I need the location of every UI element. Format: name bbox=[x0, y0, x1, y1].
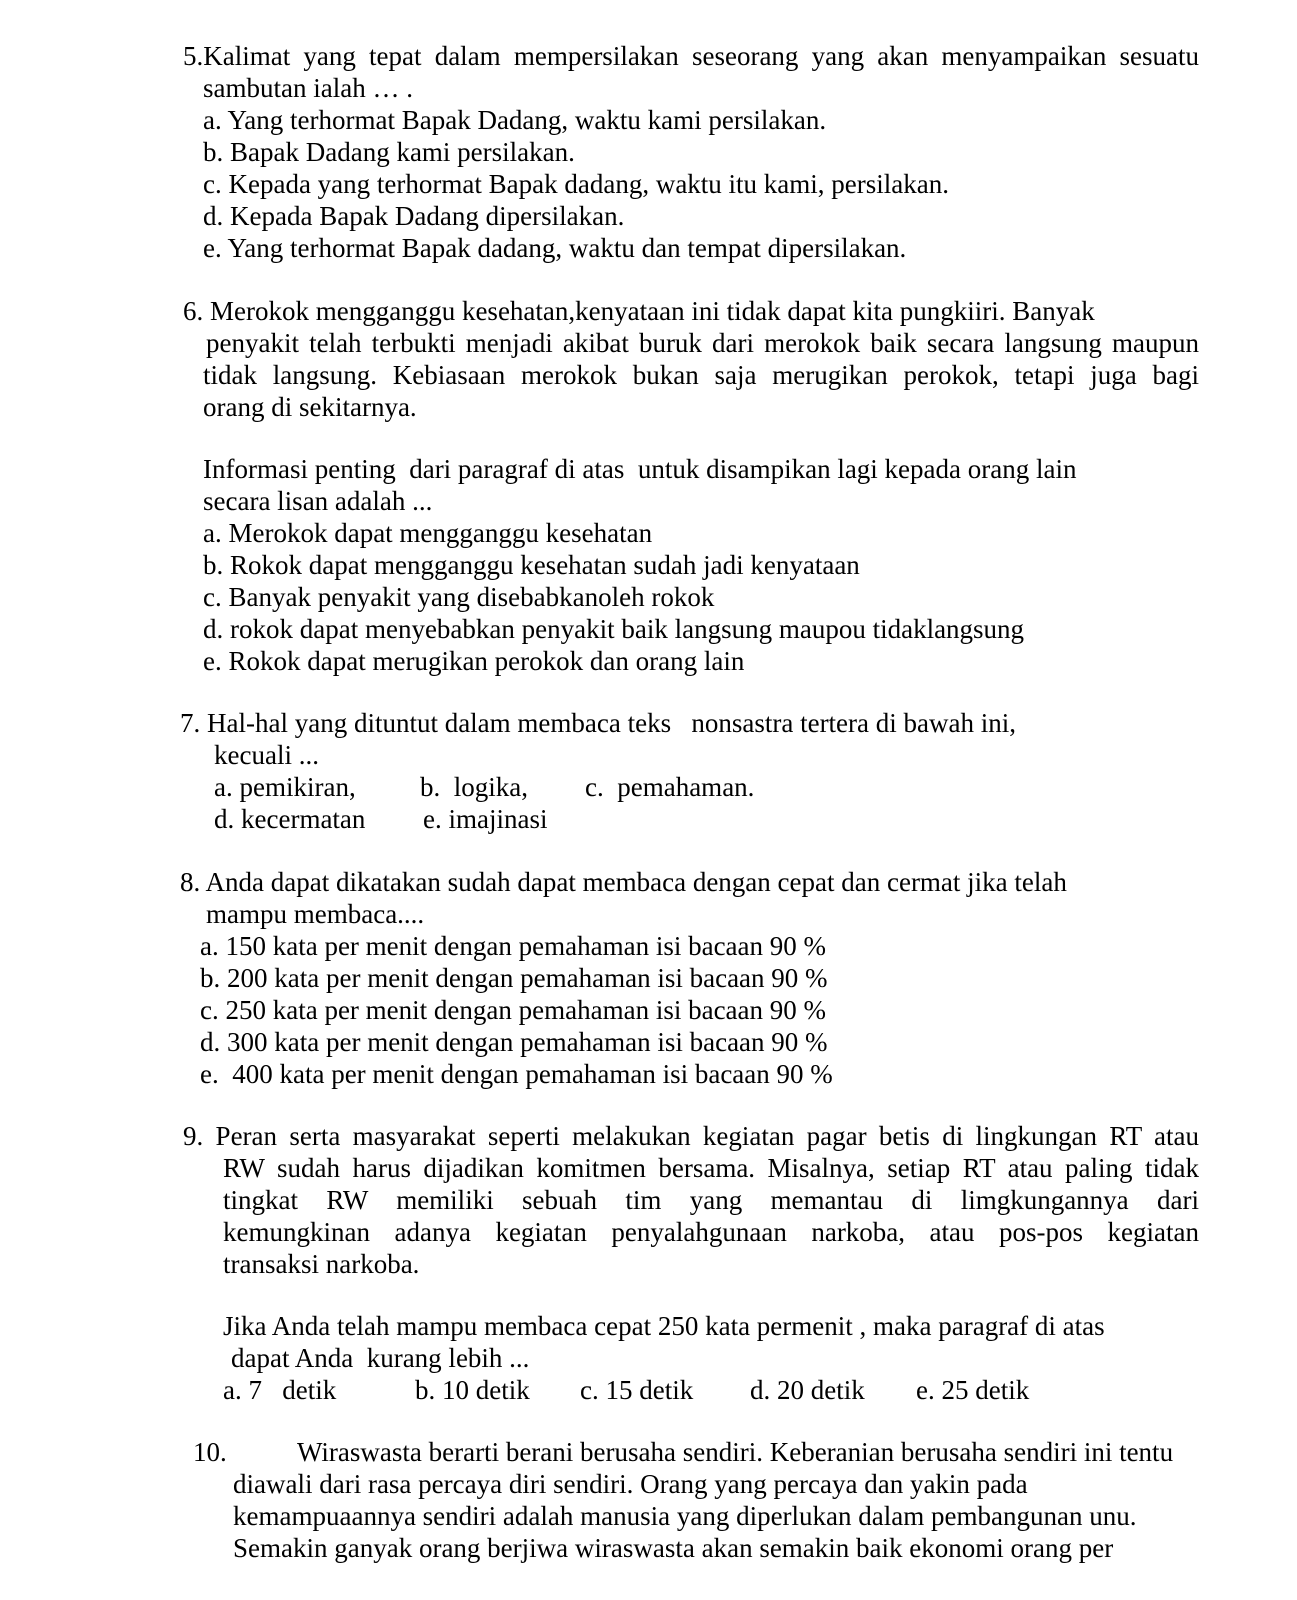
q6-option-c: c. Banyak penyakit yang disebabkanoleh rokok bbox=[203, 582, 715, 612]
q7-option-a: a. pemikiran, bbox=[214, 772, 356, 802]
q6-paragraph-line-3: tidak langsung. Kebiasaan merokok bukan saja merugikan perokok, tetapi juga bagi bbox=[203, 360, 1199, 390]
q9-option-b: b. 10 detik bbox=[415, 1375, 530, 1405]
q10-line-2: diawali dari rasa percaya diri sendiri. Orang yang percaya dan yakin pada bbox=[233, 1469, 1028, 1499]
q9-stem-line-2: dapat Anda kurang lebih ... bbox=[231, 1343, 530, 1373]
q9-paragraph-line-5: transaksi narkoba. bbox=[223, 1249, 420, 1279]
q6-paragraph-line-4: orang di sekitarnya. bbox=[203, 392, 417, 422]
q9-stem-line-1: Jika Anda telah mampu membaca cepat 250 kata permenit , maka paragraf di atas bbox=[223, 1311, 1105, 1341]
q8-option-d: d. 300 kata per menit dengan pemahaman isi bacaan 90 % bbox=[200, 1027, 828, 1057]
q7-option-d: d. kecermatan bbox=[214, 804, 366, 834]
q8-option-e: e. 400 kata per menit dengan pemahaman isi bacaan 90 % bbox=[200, 1059, 833, 1089]
q8-stem-line-2: mampu membaca.... bbox=[206, 899, 425, 929]
q5-option-e: e. Yang terhormat Bapak dadang, waktu dan tempat dipersilakan. bbox=[203, 233, 907, 263]
q7-stem-line-2: kecuali ... bbox=[214, 740, 319, 770]
q5-option-c: c. Kepada yang terhormat Bapak dadang, waktu itu kami, persilakan. bbox=[203, 169, 949, 199]
q9-paragraph-line-1: 9. Peran serta masyarakat seperti melakukan kegiatan pagar betis di lingkungan RT atau bbox=[183, 1121, 1199, 1151]
q6-option-e: e. Rokok dapat merugikan perokok dan orang lain bbox=[203, 646, 745, 676]
q5-stem-line-2: sambutan ialah … . bbox=[203, 73, 413, 103]
q5-stem-line-1: 5.Kalimat yang tepat dalam mempersilakan seseorang yang akan menyampaikan sesuatu bbox=[183, 41, 1199, 71]
q5-option-b: b. Bapak Dadang kami persilakan. bbox=[203, 137, 575, 167]
q8-option-a: a. 150 kata per menit dengan pemahaman isi bacaan 90 % bbox=[200, 931, 827, 961]
q8-stem-line-1: 8. Anda dapat dikatakan sudah dapat membaca dengan cepat dan cermat jika telah bbox=[180, 867, 1067, 897]
q6-option-a: a. Merokok dapat mengganggu kesehatan bbox=[203, 518, 653, 548]
q7-stem-line-1: 7. Hal-hal yang dituntut dalam membaca teks nonsastra tertera di bawah ini, bbox=[180, 708, 1016, 738]
q10-line-3: kemampuaannya sendiri adalah manusia yang diperlukan dalam pembangunan unu. bbox=[233, 1501, 1137, 1531]
q9-paragraph-line-3: tingkat RW memiliki sebuah tim yang memantau di limgkungannya dari bbox=[223, 1185, 1199, 1215]
q6-stem-line-1: Informasi penting dari paragraf di atas untuk disampikan lagi kepada orang lain bbox=[203, 454, 1077, 484]
q9-option-a: a. 7 detik bbox=[223, 1375, 337, 1405]
q7-option-e: e. imajinasi bbox=[423, 804, 548, 834]
q5-option-d: d. Kepada Bapak Dadang dipersilakan. bbox=[203, 201, 625, 231]
q7-option-c: c. pemahaman. bbox=[585, 772, 755, 802]
q8-option-b: b. 200 kata per menit dengan pemahaman isi bacaan 90 % bbox=[200, 963, 828, 993]
q6-option-d: d. rokok dapat menyebabkan penyakit baik langsung maupou tidaklangsung bbox=[203, 614, 1025, 644]
q9-option-c: c. 15 detik bbox=[580, 1375, 694, 1405]
q10-line-4: Semakin ganyak orang berjiwa wiraswasta akan semakin baik ekonomi orang per bbox=[233, 1533, 1114, 1563]
q8-option-c: c. 250 kata per menit dengan pemahaman isi bacaan 90 % bbox=[200, 995, 827, 1025]
q9-paragraph-line-4: kemungkinan adanya kegiatan penyalahgunaan narkoba, atau pos-pos kegiatan bbox=[223, 1217, 1199, 1247]
q10-number: 10. bbox=[193, 1437, 227, 1467]
q6-paragraph-line-2: penyakit telah terbukti menjadi akibat buruk dari merokok baik secara langsung maupun bbox=[206, 328, 1199, 358]
q9-option-e: e. 25 detik bbox=[916, 1375, 1030, 1405]
q6-option-b: b. Rokok dapat mengganggu kesehatan sudah jadi kenyataan bbox=[203, 550, 860, 580]
q6-stem-line-2: secara lisan adalah ... bbox=[203, 486, 433, 516]
q10-line-1: Wiraswasta berarti berani berusaha sendiri. Keberanian berusaha sendiri ini tentu bbox=[297, 1437, 1174, 1467]
q6-paragraph-line-1: 6. Merokok mengganggu kesehatan,kenyataan ini tidak dapat kita pungkiiri. Banyak bbox=[183, 296, 1095, 326]
q5-option-a: a. Yang terhormat Bapak Dadang, waktu kami persilakan. bbox=[203, 105, 827, 135]
q9-paragraph-line-2: RW sudah harus dijadikan komitmen bersama. Misalnya, setiap RT atau paling tidak bbox=[223, 1153, 1199, 1183]
q7-option-b: b. logika, bbox=[420, 772, 528, 802]
q9-option-d: d. 20 detik bbox=[750, 1375, 865, 1405]
